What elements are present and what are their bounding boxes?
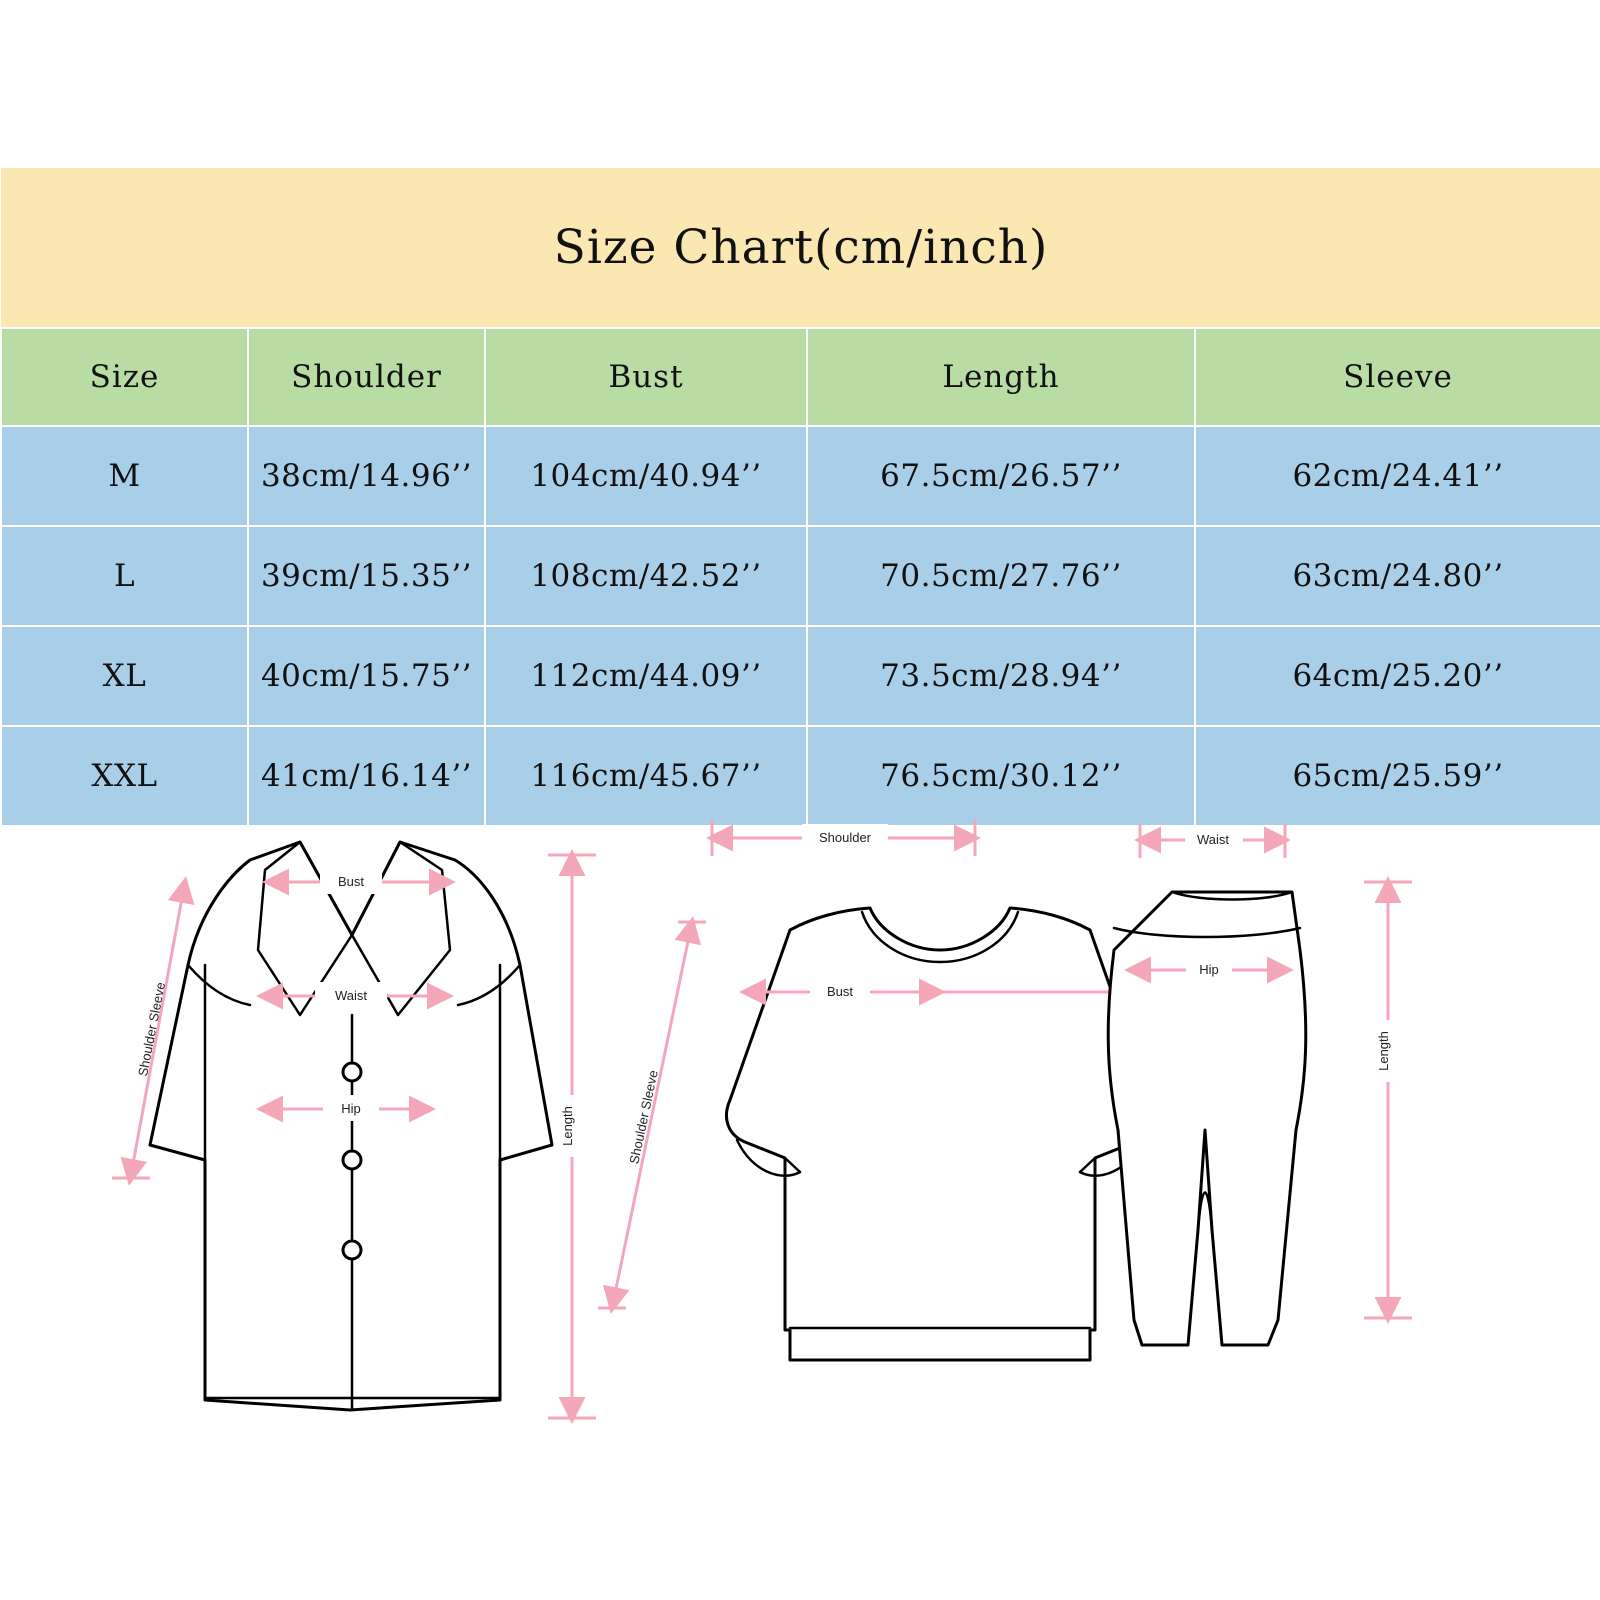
coat-hip-label: Hip [341, 1101, 361, 1116]
pants-length-label: Length [1376, 1031, 1391, 1071]
cell-bust: 108cm/42.52’’ [485, 526, 807, 626]
coat-bust-label: Bust [337, 874, 365, 889]
size-chart-table-wrap [0, 168, 1600, 827]
table-row [1, 526, 1600, 626]
cell-length: 67.5cm/26.57’’ [807, 426, 1195, 526]
cell-shoulder: 38cm/14.96’’ [248, 426, 485, 526]
coat-waist-label: Waist [334, 988, 368, 1003]
cell-size: M [1, 426, 248, 526]
coat-shoulder-sleeve-label: Shoulder Sleeve [135, 980, 169, 1078]
column-header-bust: Bust [485, 328, 807, 426]
cell-shoulder: 40cm/15.75’’ [248, 626, 485, 726]
cell-length: 70.5cm/27.76’’ [807, 526, 1195, 626]
pants-hip-label: Hip [1199, 962, 1219, 977]
page-title: Size Chart(cm/inch) [1, 168, 1600, 328]
pants-waist-label: Waist [1196, 832, 1230, 847]
pants-diagram [1108, 824, 1412, 1345]
sweater-bust-label: Bust [826, 984, 854, 999]
column-header-length: Length [807, 328, 1195, 426]
coat-button-icon [343, 1241, 361, 1259]
coat-length-label: Length [560, 1106, 575, 1146]
cell-shoulder: 41cm/16.14’’ [248, 726, 485, 826]
cell-bust: 112cm/44.09’’ [485, 626, 807, 726]
coat-diagram [112, 842, 596, 1418]
measurement-diagrams [0, 800, 1600, 1600]
column-header-size: Size [1, 328, 248, 426]
cell-size: XL [1, 626, 248, 726]
coat-button-icon [343, 1151, 361, 1169]
cell-length: 76.5cm/30.12’’ [807, 726, 1195, 826]
cell-bust: 116cm/45.67’’ [485, 726, 807, 826]
table-row [1, 626, 1600, 726]
table-title-row [1, 168, 1600, 328]
cell-shoulder: 39cm/15.35’’ [248, 526, 485, 626]
cell-size: L [1, 526, 248, 626]
cell-sleeve: 65cm/25.59’’ [1195, 726, 1600, 826]
column-header-shoulder: Shoulder [248, 328, 485, 426]
cell-size: XXL [1, 726, 248, 826]
size-chart-table [0, 168, 1600, 827]
cell-bust: 104cm/40.94’’ [485, 426, 807, 526]
table-row [1, 426, 1600, 526]
cell-sleeve: 64cm/25.20’’ [1195, 626, 1600, 726]
coat-button-icon [343, 1063, 361, 1081]
table-header-row [1, 328, 1600, 426]
sweater-shoulder-label: Shoulder [818, 830, 872, 845]
sweater-shoulder-sleeve-label: Shoulder Sleeve [626, 1068, 661, 1166]
cell-length: 73.5cm/28.94’’ [807, 626, 1195, 726]
cell-sleeve: 62cm/24.41’’ [1195, 426, 1600, 526]
column-header-sleeve: Sleeve [1195, 328, 1600, 426]
cell-sleeve: 63cm/24.80’’ [1195, 526, 1600, 626]
